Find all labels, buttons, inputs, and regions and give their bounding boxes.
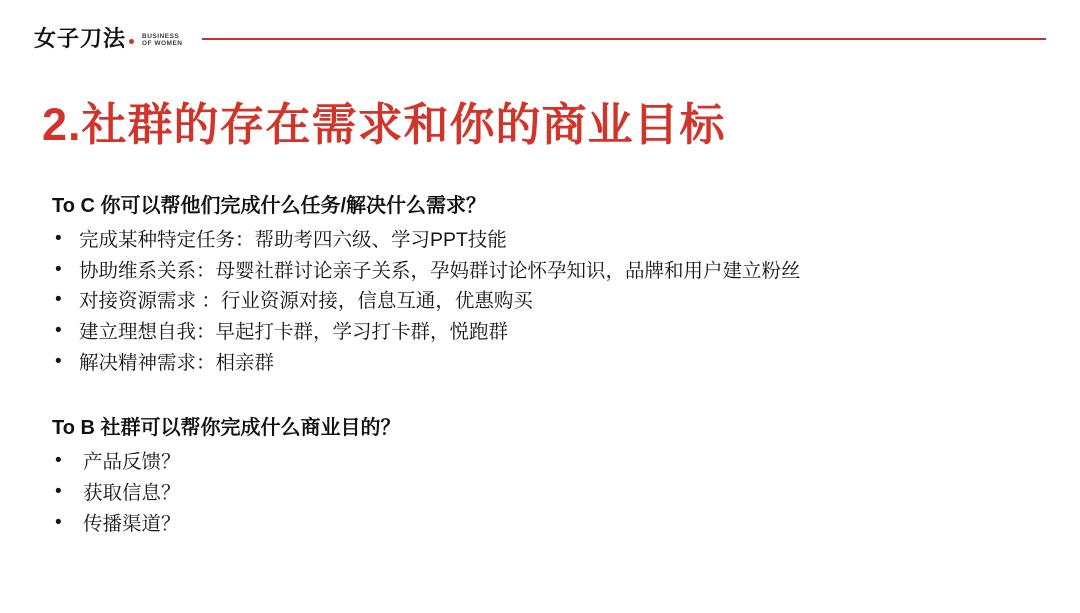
logo-chinese-label: 女子刀法 [34,26,127,51]
logo-dot-icon [129,39,134,44]
list-item: • 对接资源需求 ：行业资源对接，信息互通，优惠购买 [52,287,1040,316]
section-to-b [52,415,1040,538]
list-item: • 获取信息？ [52,479,1040,508]
list-item: • 完成某种特定任务：帮助考四六级、学习PPT技能 [52,226,1040,255]
logo-english-line1: BUSINESS [142,33,180,41]
list-item: • 传播渠道？ [52,510,1040,539]
section-to-c-list [52,226,1040,377]
logo-english-line2: OF WOMEN [142,40,183,48]
section-to-b-heading: To B 社群可以帮你完成什么商业目的？ [52,417,401,440]
slide-header [34,22,1046,56]
list-item: • 建立理想自我：早起打卡群，学习打卡群，悦跑群 [52,318,1040,347]
brand-logo [34,28,196,50]
page-title: 2.社群的存在需求和你的商业目标 [42,99,726,150]
slide-content [52,193,1040,540]
logo-english-text [142,34,182,50]
logo-chinese-text [34,28,134,50]
section-to-b-list [52,448,1040,538]
section-to-c [52,193,1040,377]
header-divider [202,38,1046,40]
section-to-c-heading: To C 你可以帮他们完成什么任务/解决什么需求？ [52,195,487,217]
list-item: • 解决精神需求：相亲群 [52,349,1040,378]
list-item: • 协助维系关系：母婴社群讨论亲子关系，孕妈群讨论怀孕知识，品牌和用户建立粉丝 [52,257,1040,286]
list-item: • 产品反馈？ [52,448,1040,477]
